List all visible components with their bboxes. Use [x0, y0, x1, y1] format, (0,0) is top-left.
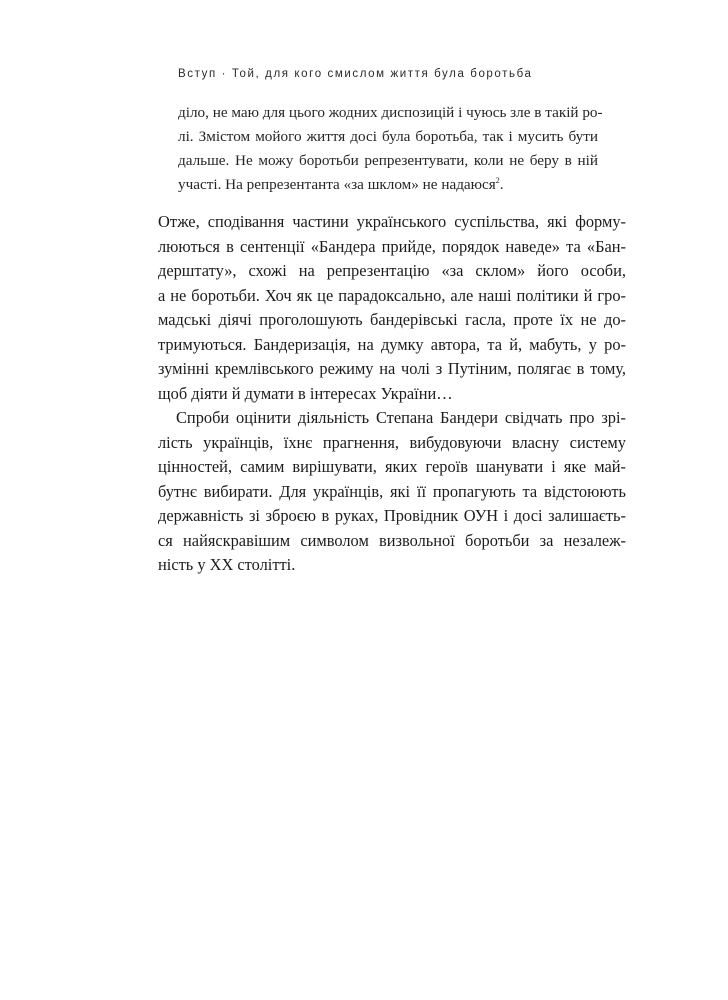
- text-line: цінностей, самим вирішувати, яких героїв шанувати і яке май-: [158, 457, 626, 476]
- text-line: люються в сентенції «Бандера прийде, порядок наведе» та «Бан-: [158, 236, 626, 256]
- body-text: [158, 210, 626, 578]
- text-line: ність у ХХ столітті.: [158, 555, 296, 574]
- text-line: державність зі зброєю в руках, Провідник ОУН і досі залишаєть-: [158, 506, 626, 525]
- text-line: бутнє вибирати. Для українців, які її пропагують та відстоюють: [158, 481, 626, 501]
- quote-line-last: [178, 173, 598, 197]
- quote-end-punctuation: .: [499, 176, 504, 193]
- quote-line-text: участі. На репрезентанта «за шклом» не надаюся: [178, 176, 496, 193]
- text-line: зумінні кремлівського режиму на чолі з Путіним, полягає в тому,: [158, 359, 626, 378]
- footnote-mark: 2: [495, 175, 500, 185]
- text-line: мадські діячі проголошують бандерівські гасла, проте їх не до-: [158, 310, 626, 329]
- paragraph-2: [158, 406, 626, 578]
- text-line: ся найяскравішим символом визвольної боротьби за незалеж-: [158, 530, 626, 550]
- text-line: дерштату», схожі на репрезентацію «за склом» його особи,: [158, 261, 626, 280]
- quote-line: лі. Змістом мойого життя досі була боротьба, так і мусить бути: [178, 128, 598, 145]
- quote-line: дальше. Не можу боротьби репрезентувати, коли не беру в ній: [178, 152, 598, 169]
- text-line: тримуються. Бандеризація, на думку автора, та й, мабуть, у ро-: [158, 334, 626, 354]
- text-line: Отже, сподівання частини українського суспільства, які форму-: [158, 212, 626, 231]
- running-head: Вступ · Той, для кого смислом життя була боротьба: [178, 68, 533, 80]
- text-line: лість українців, їхнє прагнення, вибудовуючи власну систему: [158, 432, 626, 452]
- quote-line: діло, не маю для цього жодних диспозицій і чуюсь зле в такій ро-: [178, 104, 603, 121]
- text-line: Спроби оцінити діяльність Степана Бандери свідчать про зрі-: [176, 408, 626, 427]
- block-quote: [178, 101, 603, 197]
- paragraph-1: [158, 210, 626, 406]
- text-line: а не боротьби. Хоч як це парадоксально, але наші політики й гро-: [158, 285, 626, 305]
- text-line: щоб діяти й думати в інтересах України…: [158, 383, 453, 403]
